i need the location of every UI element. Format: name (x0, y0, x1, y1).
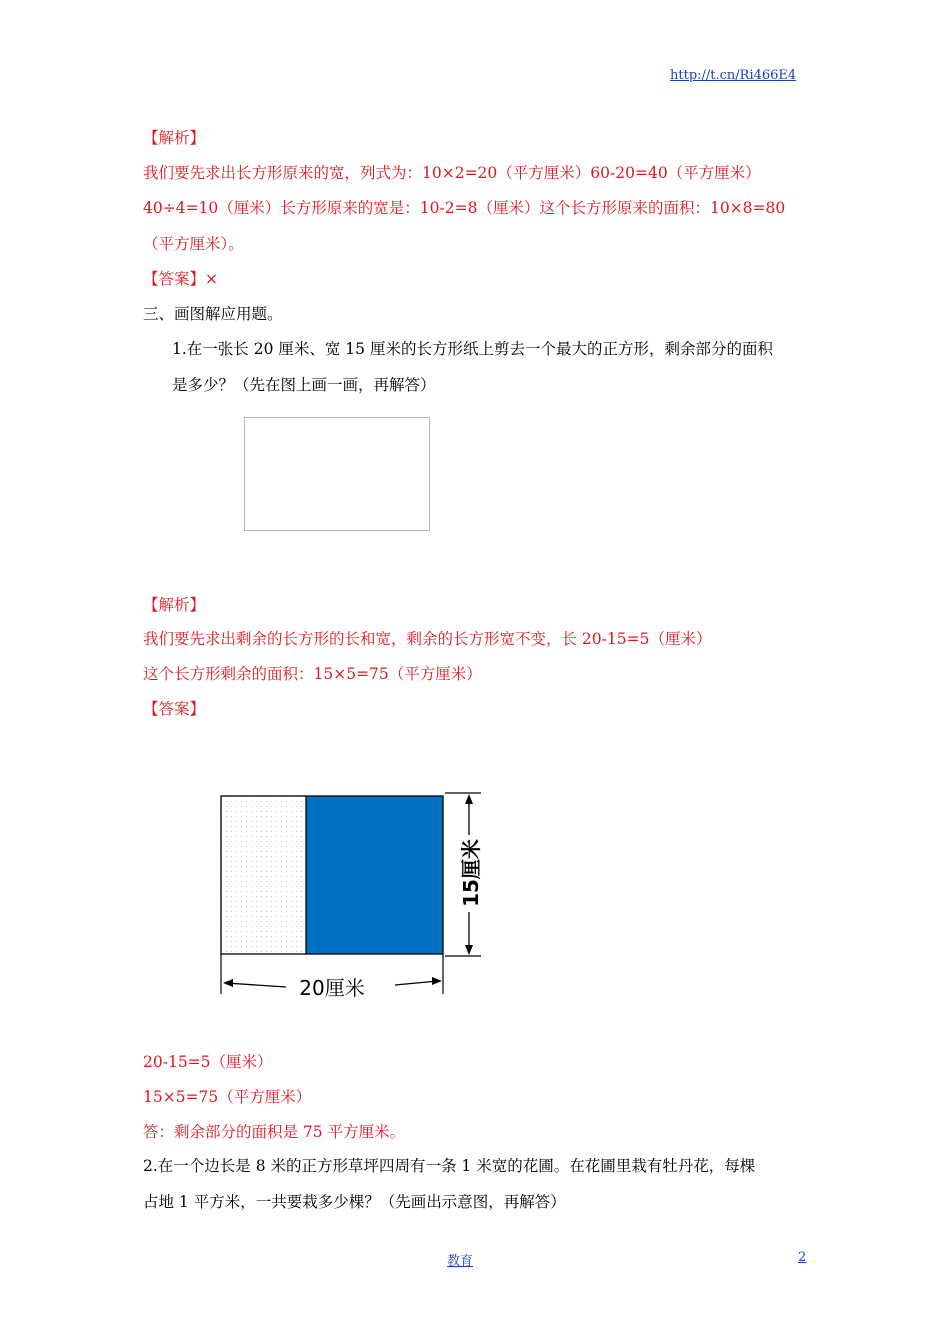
footer-center-link[interactable]: 教育 (447, 1254, 474, 1269)
drawing-area-box (244, 417, 430, 531)
solution-line-1: 20-15=5（厘米） (143, 1053, 273, 1071)
solution-line-2: 15×5=75（平方厘米） (143, 1088, 312, 1106)
width-arrow-left-line (226, 983, 286, 987)
width-label: 20厘米 (299, 976, 365, 1000)
remaining-dotted-region (221, 796, 307, 954)
analysis-line-2: 40÷4=10（厘米）长方形原来的宽是：10-2=8（厘米）这个长方形原来的面积：10×8=80 (143, 199, 786, 217)
analysis-2-line-1: 我们要先求出剩余的长方形的长和宽，剩余的长方形宽不变，长 20-15=5（厘米） (143, 630, 712, 648)
header-url-link[interactable]: http://t.cn/Ri466E4 (670, 68, 797, 83)
height-arrow-down-icon (465, 945, 473, 955)
analysis-2-line-2: 这个长方形剩余的面积：15×5=75（平方厘米） (143, 665, 482, 683)
width-arrow-right-icon (432, 977, 442, 985)
answer-figure (210, 780, 500, 1010)
height-label: 15厘米 (459, 839, 483, 907)
question-2-line-2: 占地 1 平方米，一共要栽多少棵？（先画出示意图，再解答） (143, 1193, 566, 1211)
question-2-line-1: 2.在一个边长是 8 米的正方形草坪四周有一条 1 米宽的花圃。在花圃里栽有牡丹花，每棵 (143, 1157, 756, 1175)
analysis-line-1: 我们要先求出长方形原来的宽，列式为：10×2=20（平方厘米）60-20=40（平方厘米） (143, 164, 761, 182)
cut-square-region (306, 796, 443, 954)
section-title: 三、画图解应用题。 (143, 305, 283, 323)
height-arrow-up-icon (465, 794, 473, 804)
question-1-line-1: 1.在一张长 20 厘米、宽 15 厘米的长方形纸上剪去一个最大的正方形，剩余部分的面积 (172, 340, 773, 358)
question-1-line-2: 是多少？（先在图上画一画，再解答） (172, 376, 436, 394)
solution-line-3: 答：剩余部分的面积是 75 平方厘米。 (143, 1123, 406, 1141)
analysis-line-3: （平方厘米）。 (143, 235, 244, 253)
analysis-label: 【解析】 (143, 129, 206, 147)
analysis-label-2: 【解析】 (143, 596, 206, 614)
width-arrow-left-icon (223, 979, 233, 987)
answer-label: 【答案】× (143, 270, 218, 288)
page-number: 2 (798, 1250, 807, 1265)
width-arrow-right-line (395, 981, 438, 985)
answer-label-2: 【答案】 (143, 700, 206, 718)
